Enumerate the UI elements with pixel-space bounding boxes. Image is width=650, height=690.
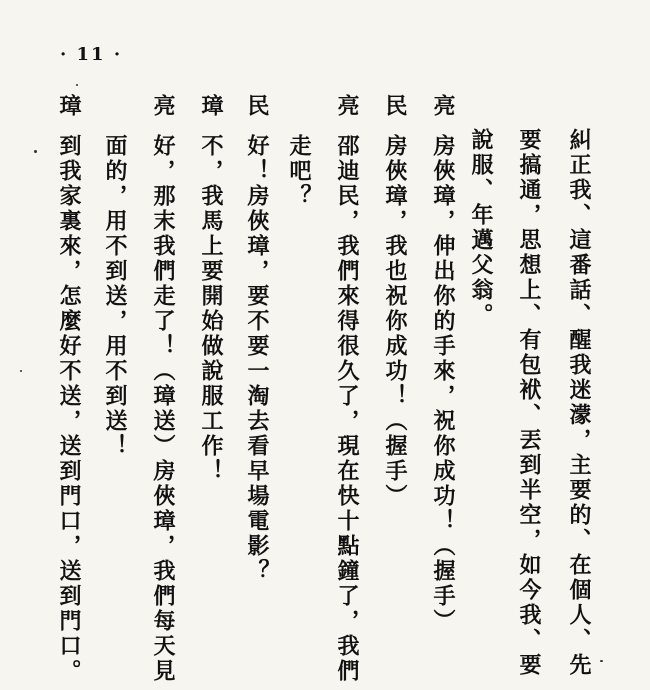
page-number: · 11 · xyxy=(60,44,123,65)
speaker-label-10: 亮 xyxy=(150,94,176,116)
scan-speck xyxy=(76,84,78,86)
text-column-1: 糾正我、這番話、醒我迷濛，主要的、在個人、先 xyxy=(566,128,592,678)
speaker-label-4: 亮 xyxy=(430,94,456,116)
scan-speck xyxy=(34,150,37,153)
text-column-6: 邵迪民，我們來得很久了，現在快十點鐘了，我們 xyxy=(334,134,360,684)
scan-speck xyxy=(600,660,603,662)
text-column-4: 房俠璋，伸出你的手來，祝你成功！（握手） xyxy=(430,134,456,634)
text-column-7: 走吧？ xyxy=(286,134,312,209)
text-column-3: 說服、年邁父翁。 xyxy=(468,128,494,328)
text-column-10: 好，那末我們走了！（璋送）房俠璋，我們每天見 xyxy=(150,134,176,684)
speaker-label-5: 民 xyxy=(382,94,408,116)
speaker-label-8: 民 xyxy=(244,94,270,116)
text-column-2: 要搞通，思想上、有包袱、丟到半空，如今我、要 xyxy=(516,128,542,678)
text-column-5: 房俠璋，我也祝你成功！（握手） xyxy=(382,134,408,509)
text-column-11: 面的，用不到送，用不到送！ xyxy=(102,134,128,459)
speaker-label-12: 璋 xyxy=(56,94,82,116)
speaker-label-9: 璋 xyxy=(198,94,224,116)
speaker-label-6: 亮 xyxy=(334,94,360,116)
scan-speck xyxy=(20,370,22,372)
text-column-12: 到我家裏來，怎麼好不送，送到門口，送到門口。 xyxy=(56,134,82,684)
text-column-9: 不，我馬上要開始做說服工作！ xyxy=(198,134,224,484)
text-column-8: 好！房俠璋，要不要一淘去看早場電影？ xyxy=(244,134,270,584)
